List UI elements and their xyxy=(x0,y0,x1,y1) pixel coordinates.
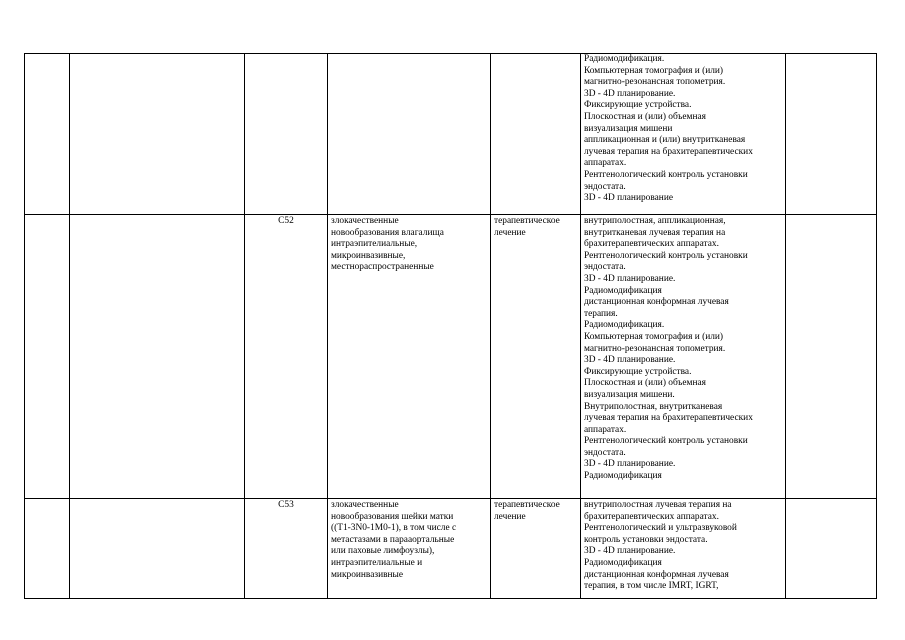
table-cell-code: C53 xyxy=(278,500,294,510)
column-divider xyxy=(24,53,25,599)
table-cell-treatment: терапевтическое лечение xyxy=(494,500,560,522)
column-divider xyxy=(244,53,245,599)
column-divider xyxy=(69,53,70,599)
column-divider xyxy=(490,53,491,599)
column-divider xyxy=(580,53,581,599)
table-cell-method: Радиомодификация. Компьютерная томография и (или) магнитно-резонансная топометрия. 3D - 4D планирование. Фиксирующие устройства. Плоскостная и (или) объемная визуализация мишени аппликационная и (или) внутритканевая лучевая терапия на брахитерапевтических аппаратах. Рентгенологический контроль установки эндостата. 3D - 4D планирование xyxy=(584,54,753,204)
column-divider xyxy=(876,53,877,599)
table-cell-method: внутриполостная лучевая терапия на брахитерапевтических аппаратах. Рентгенологический и ультразвуковой контроль установки эндостата. 3D - 4D планирование. Радиомодификация дистанционная конформная лучевая терапия, в том числе IMRT, IGRT, xyxy=(584,500,737,592)
column-divider xyxy=(327,53,328,599)
medical-procedures-table xyxy=(24,53,877,599)
row-divider xyxy=(24,214,877,215)
column-divider xyxy=(785,53,786,599)
table-cell-diagnosis: злокачественные новообразования шейки матки ((T1-3N0-1M0-1), в том числе с метастазами в парааортальные или паховые лимфоузлы), интраэпителиальные и микроинвазивные xyxy=(331,500,457,580)
row-divider xyxy=(24,498,877,499)
table-border-bottom xyxy=(24,598,877,599)
table-cell-code: C52 xyxy=(278,216,294,226)
table-cell-diagnosis: злокачественные новообразования влагалища интраэпителиальные, микроинвазивные, местнораспространенные xyxy=(331,216,444,273)
table-cell-method: внутриполостная, аппликационная, внутритканевая лучевая терапия на брахитерапевтических аппаратах. Рентгенологический контроль установки эндостата. 3D - 4D планирование. Радиомодификация дистанционная конформная лучевая терапия. Радиомодификация. Компьютерная томография и (или) магнитно-резонансная топометрия. 3D - 4D планирование. Фиксирующие устройства. Плоскостная и (или) объемная визуализация мишени. Внутриполостная, внутритканевая лучевая терапия на брахитерапевтических аппаратах. Рентгенологический контроль установки эндостата. 3D - 4D планирование. Радиомодификация xyxy=(584,216,753,482)
table-cell-treatment: терапевтическое лечение xyxy=(494,216,560,238)
